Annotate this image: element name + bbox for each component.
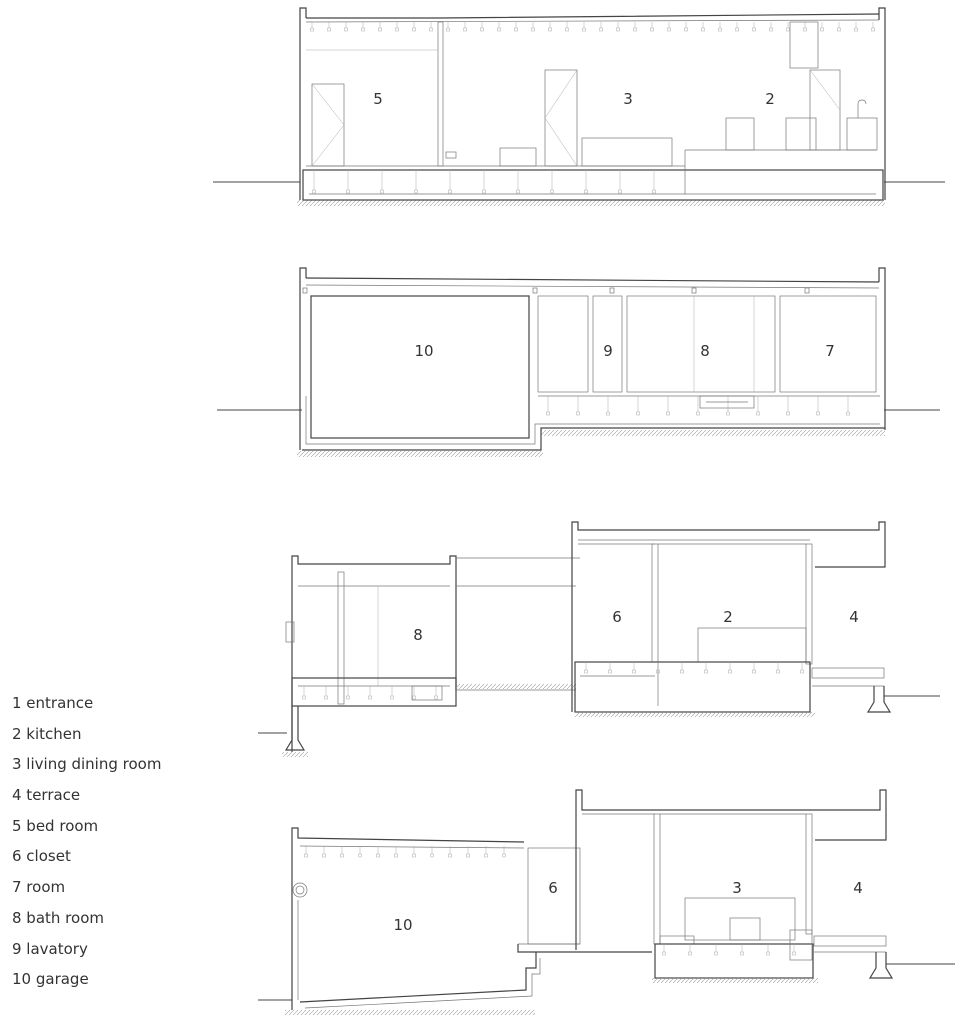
construction-mark	[600, 28, 603, 31]
room-label: 4	[853, 879, 863, 897]
room-label: 9	[603, 342, 613, 360]
legend-item: 8 bath room	[12, 908, 104, 927]
construction-mark	[481, 28, 484, 31]
construction-mark	[753, 670, 756, 673]
construction-mark	[517, 190, 520, 193]
construction-mark	[757, 412, 760, 415]
construction-mark	[547, 412, 550, 415]
construction-mark	[804, 28, 807, 31]
construction-mark	[430, 28, 433, 31]
construction-mark	[634, 28, 637, 31]
construction-mark	[431, 854, 434, 857]
construction-mark	[413, 696, 416, 699]
construction-mark	[467, 854, 470, 857]
room-label: 2	[723, 608, 733, 626]
construction-mark	[362, 28, 365, 31]
construction-mark	[413, 854, 416, 857]
construction-mark	[305, 854, 308, 857]
construction-mark	[801, 670, 804, 673]
construction-mark	[607, 412, 610, 415]
construction-mark	[619, 190, 622, 193]
construction-mark	[702, 28, 705, 31]
legend-item: 1 entrance	[12, 694, 94, 712]
room-label: 2	[765, 90, 775, 108]
construction-mark	[617, 28, 620, 31]
room-label: 8	[700, 342, 710, 360]
construction-mark	[787, 412, 790, 415]
construction-mark	[483, 190, 486, 193]
construction-mark	[447, 28, 450, 31]
construction-mark	[651, 28, 654, 31]
construction-mark	[379, 28, 382, 31]
construction-mark	[855, 28, 858, 31]
construction-mark	[549, 28, 552, 31]
construction-mark	[741, 952, 744, 955]
legend-item: 10 garage	[12, 970, 89, 989]
construction-mark	[381, 190, 384, 193]
construction-mark	[753, 28, 756, 31]
room-label: 6	[612, 608, 622, 626]
construction-mark	[770, 28, 773, 31]
room-label: 8	[413, 626, 423, 644]
construction-mark	[464, 28, 467, 31]
construction-mark	[872, 28, 875, 31]
construction-mark	[413, 28, 416, 31]
legend-item: 7 room	[12, 878, 66, 897]
room-label: 6	[548, 879, 558, 897]
construction-mark	[633, 670, 636, 673]
construction-mark	[515, 28, 518, 31]
section-c	[258, 522, 940, 757]
room-label: 3	[732, 879, 742, 897]
construction-mark	[325, 696, 328, 699]
legend	[12, 690, 161, 997]
construction-mark	[637, 412, 640, 415]
construction-mark	[705, 670, 708, 673]
legend-item: 3 living dining room	[12, 755, 162, 774]
construction-mark	[681, 670, 684, 673]
room-label: 4	[849, 608, 859, 626]
construction-mark	[583, 28, 586, 31]
construction-mark	[793, 952, 796, 955]
construction-mark	[341, 854, 344, 857]
construction-mark	[449, 854, 452, 857]
construction-mark	[347, 190, 350, 193]
legend-item: 6 closet	[12, 847, 71, 866]
construction-mark	[663, 952, 666, 955]
construction-mark	[503, 854, 506, 857]
room-label: 10	[393, 916, 413, 934]
legend-item: 5 bed room	[12, 816, 99, 835]
construction-mark	[551, 190, 554, 193]
construction-mark	[532, 28, 535, 31]
construction-mark	[485, 854, 488, 857]
construction-mark	[435, 696, 438, 699]
construction-mark	[391, 696, 394, 699]
section-d	[258, 790, 955, 1015]
room-label: 7	[825, 342, 835, 360]
construction-mark	[311, 28, 314, 31]
construction-mark	[667, 412, 670, 415]
construction-mark	[767, 952, 770, 955]
construction-mark	[689, 952, 692, 955]
construction-mark	[577, 412, 580, 415]
room-label: 5	[373, 90, 383, 108]
construction-mark	[323, 854, 326, 857]
construction-mark	[685, 28, 688, 31]
construction-mark	[498, 28, 501, 31]
construction-mark	[838, 28, 841, 31]
construction-mark	[449, 190, 452, 193]
construction-mark	[347, 696, 350, 699]
construction-mark	[585, 670, 588, 673]
construction-mark	[609, 670, 612, 673]
construction-mark	[817, 412, 820, 415]
construction-mark	[345, 28, 348, 31]
construction-mark	[303, 696, 306, 699]
room-label: 3	[623, 90, 633, 108]
construction-mark	[719, 28, 722, 31]
construction-mark	[847, 412, 850, 415]
construction-mark	[727, 412, 730, 415]
construction-mark	[668, 28, 671, 31]
construction-mark	[359, 854, 362, 857]
construction-mark	[415, 190, 418, 193]
construction-mark	[787, 28, 790, 31]
legend-item: 2 kitchen	[12, 724, 82, 743]
construction-mark	[821, 28, 824, 31]
construction-mark	[395, 854, 398, 857]
construction-mark	[585, 190, 588, 193]
legend-item: 4 terrace	[12, 786, 81, 805]
construction-mark	[328, 28, 331, 31]
section-a	[213, 8, 945, 206]
construction-mark	[777, 670, 780, 673]
construction-mark	[715, 952, 718, 955]
construction-mark	[396, 28, 399, 31]
construction-mark	[377, 854, 380, 857]
legend-item: 9 lavatory	[12, 939, 88, 958]
section-b	[217, 268, 940, 457]
construction-mark	[313, 190, 316, 193]
room-label: 10	[414, 342, 434, 360]
construction-mark	[697, 412, 700, 415]
construction-mark	[653, 190, 656, 193]
construction-mark	[369, 696, 372, 699]
construction-mark	[736, 28, 739, 31]
construction-mark	[566, 28, 569, 31]
construction-mark	[729, 670, 732, 673]
